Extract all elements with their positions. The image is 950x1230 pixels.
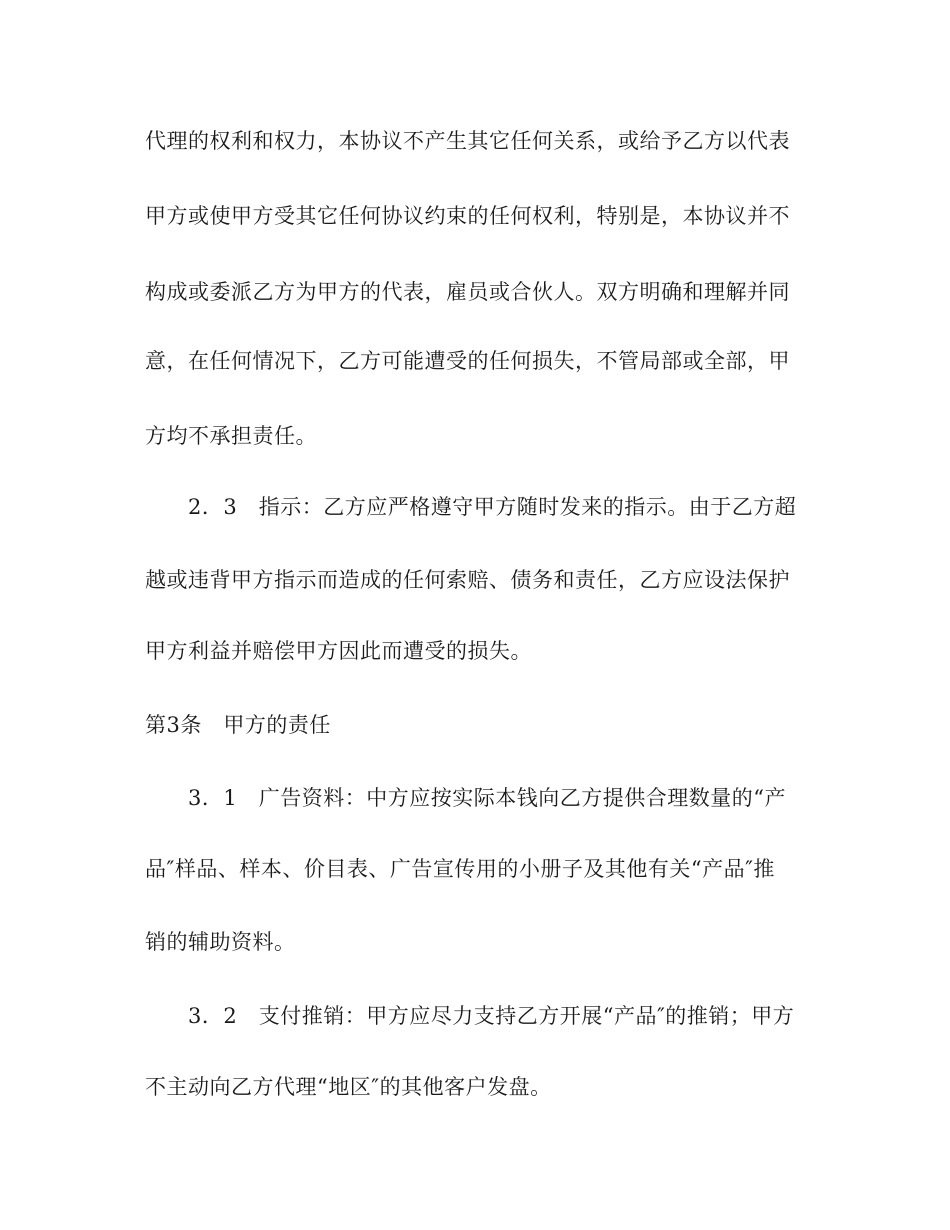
section-heading-article-3: 第3条 甲方的责任 [145, 713, 331, 737]
paragraph-3-2-line: 3．2 支付推销：甲方应尽力支持乙方开展“产品″的推销；甲方 [145, 1004, 795, 1028]
text-line: 销的辅助资料。 [145, 930, 296, 954]
text-line: 越或违背甲方指示而造成的任何索赔、债务和责任，乙方应设法保护 [145, 568, 790, 592]
text-line: 品″样品、样本、价目表、广告宣传用的小册子及其他有关“产品″推 [145, 857, 775, 881]
text-line: 甲方利益并赔偿甲方因此而遭受的损失。 [145, 639, 532, 663]
text-line: 代理的权利和权力，本协议不产生其它任何关系，或给予乙方以代表 [145, 129, 790, 153]
text-line: 意，在任何情况下，乙方可能遭受的任何损失，不管局部或全部，甲 [145, 349, 790, 373]
text-line: 不主动向乙方代理“地区″的其他客户发盘。 [145, 1075, 552, 1099]
paragraph-2-3-line: 2．3 指示：乙方应严格遵守甲方随时发来的指示。由于乙方超 [145, 495, 797, 519]
text-line: 构成或委派乙方为甲方的代表，雇员或合伙人。双方明确和理解并同 [145, 280, 790, 304]
paragraph-3-1-line: 3．1 广告资料：中方应按实际本钱向乙方提供合理数量的“产 [145, 786, 786, 810]
text-line: 甲方或使甲方受其它任何协议约束的任何权利，特别是，本协议并不 [145, 204, 790, 228]
text-line: 方均不承担责任。 [145, 424, 317, 448]
